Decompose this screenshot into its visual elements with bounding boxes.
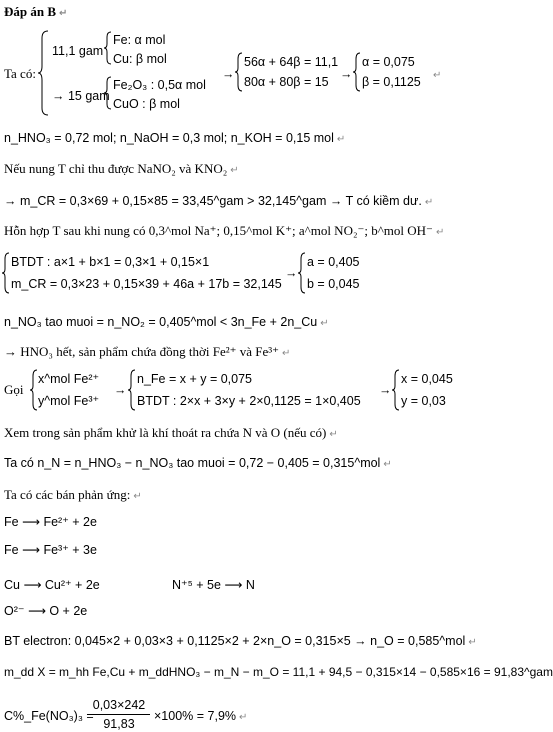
mass-1: 11,1 gam xyxy=(52,44,104,58)
reaction-n: N⁺⁵ + 5e ⟶ N xyxy=(172,578,255,592)
reaction-o: O²⁻ ⟶ O + 2e xyxy=(4,604,88,618)
arrow-goi: → xyxy=(114,383,127,397)
arrow-1: → xyxy=(222,67,235,81)
reaction-fe2: Fe ⟶ Fe²⁺ + 2e xyxy=(4,515,97,529)
brace-oxides xyxy=(104,76,112,110)
ta-co-label: Ta có: xyxy=(4,66,36,81)
brace-fe-cu xyxy=(104,31,112,65)
goi-eq-1: n_Fe = x + y = 0,075 xyxy=(137,372,253,386)
moles-line: n_HNO₃ = 0,72 mol; n_NaOH = 0,3 mol; n_KOH = 0,15 mol ↵ xyxy=(4,131,346,145)
eq-2: 80α + 80β = 15 xyxy=(244,75,329,89)
brace-goi xyxy=(30,369,38,411)
brace-bt-sol xyxy=(298,252,306,294)
final-rhs: ×100% = 7,9% ↵ xyxy=(154,709,248,723)
bt-eq-1: BTDT : a×1 + b×1 = 0,3×1 + 0,15×1 xyxy=(11,255,210,269)
mcr-line: → m_CR = 0,3×69 + 0,15×85 = 33,45^gam > 32,145^gam → T có kiềm dư. ↵ xyxy=(4,194,434,208)
mass-2: → 15 gam xyxy=(52,89,110,103)
nung-line: Nếu nung T chỉ thu được NaNO₂ và KNO₂ ↵ xyxy=(4,161,239,176)
bt-electron-line: BT electron: 0,045×2 + 0,03×3 + 0,1125×2 + 2×n_O = 0,315×5 → n_O = 0,585^mol ↵ xyxy=(4,634,477,648)
answer-title: Đáp án B ↵ xyxy=(4,4,68,19)
outer-brace xyxy=(38,30,50,116)
bt-eq-2: m_CR = 0,3×23 + 0,15×39 + 46a + 17b = 32,145 xyxy=(11,277,282,291)
sol-beta: β = 0,1125 xyxy=(362,75,421,89)
final-lhs: C%_Fe(NO₃)₃ = xyxy=(4,709,94,723)
arrow-bt: → xyxy=(285,266,298,280)
fe2o3-mol: Fe₂O₃ : 0,5α mol xyxy=(113,78,206,92)
cuo-mol: CuO : β mol xyxy=(113,97,180,111)
xem-line: Xem trong sản phẩm khử là khí thoát ra chứa N và O (nếu có) ↵ xyxy=(4,425,338,440)
brace-goi-eq xyxy=(128,369,136,411)
hno3-line: → HNO₃ hết, sản phẩm chứa đồng thời Fe²⁺ và Fe³⁺ ↵ xyxy=(4,344,291,359)
goi-label: Gọi xyxy=(4,382,24,397)
nn-line: Ta có n_N = n_HNO₃ − n_NO₃ tao muoi = 0,72 − 0,405 = 0,315^mol ↵ xyxy=(4,456,392,470)
arrow-2: → xyxy=(340,67,353,81)
fraction-bar xyxy=(88,714,150,715)
reaction-cu: Cu ⟶ Cu²⁺ + 2e xyxy=(4,578,100,592)
reaction-fe3: Fe ⟶ Fe³⁺ + 3e xyxy=(4,543,97,557)
no3-line: n_NO₃ tao muoi = n_NO₂ = 0,405^mol < 3n_Fe + 2n_Cu ↵ xyxy=(4,315,329,329)
final-denominator: 91,83 xyxy=(103,717,135,731)
mdd-line: m_dd X = m_hh Fe,Cu + m_ddHNO₃ − m_N − m_O = 11,1 + 94,5 − 0,315×14 − 0,585×16 = 91,83^gam xyxy=(4,665,553,679)
eq-1: 56α + 64β = 11,1 xyxy=(244,55,339,69)
fe-mol: Fe: α mol xyxy=(113,33,166,47)
sol-alpha: α = 0,075 xyxy=(362,55,415,69)
final-numerator: 0,03×242 xyxy=(92,698,146,712)
bt-sol-a: a = 0,405 xyxy=(307,255,360,269)
goi-sol-x: x = 0,045 xyxy=(401,372,453,386)
ban-phan-ung-label: Ta có các bán phản ứng: ↵ xyxy=(4,487,142,502)
goi-eq-2: BTDT : 2×x + 3×y + 2×0,1125 = 1×0,405 xyxy=(137,394,361,408)
goi-y: y^mol Fe³⁺ xyxy=(38,394,100,408)
pilcrow: ↵ xyxy=(433,70,442,81)
hh-line: Hỗn hợp T sau khi nung có 0,3^mol Na⁺; 0,15^mol K⁺; a^mol NO₂⁻; b^mol OH⁻ ↵ xyxy=(4,223,445,238)
goi-sol-y: y = 0,03 xyxy=(401,394,446,408)
bt-sol-b: b = 0,045 xyxy=(307,277,360,291)
brace-sol xyxy=(353,52,361,92)
brace-eq xyxy=(235,52,243,92)
arrow-goi-2: → xyxy=(379,383,392,397)
brace-bt xyxy=(2,252,10,294)
goi-x: x^mol Fe²⁺ xyxy=(38,372,100,386)
brace-goi-sol xyxy=(392,369,400,411)
cu-mol: Cu: β mol xyxy=(113,52,167,66)
